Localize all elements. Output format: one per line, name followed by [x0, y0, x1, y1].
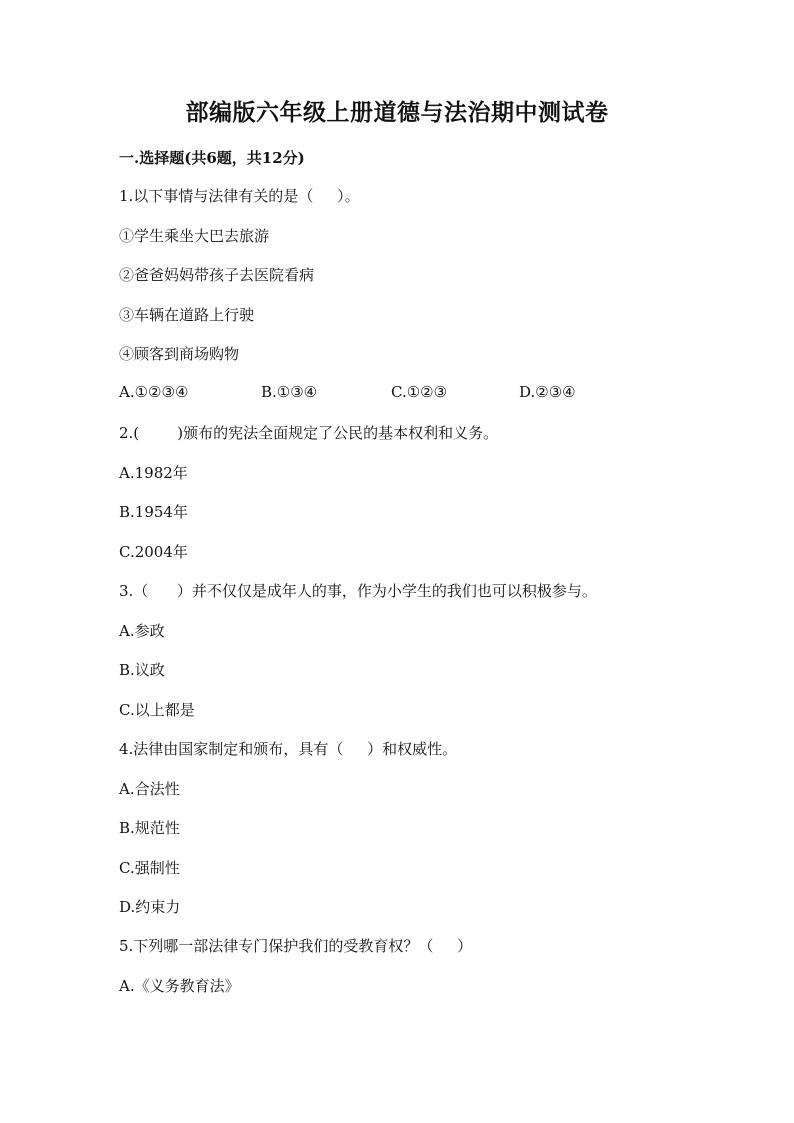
question-4-option-b: B.规范性	[119, 819, 180, 837]
question-1-item-4: ④顾客到商场购物	[119, 345, 240, 363]
question-4-stem: 4.法律由国家制定和颁布，具有（ ）和权威性。	[119, 740, 458, 758]
question-1-option-d: D.②③④	[519, 383, 576, 401]
question-1-option-b: B.①③④	[261, 383, 318, 401]
question-2-option-a: A.1982年	[119, 464, 188, 482]
question-2-option-c: C.2004年	[119, 543, 188, 561]
question-3-option-a: A.参政	[119, 622, 165, 640]
question-4-option-d: D.约束力	[119, 898, 181, 916]
question-1-item-1: ①学生乘坐大巴去旅游	[119, 227, 270, 245]
question-3-option-c: C.以上都是	[119, 701, 195, 719]
question-1-item-2: ②爸爸妈妈带孩子去医院看病	[119, 266, 315, 284]
question-1-item-3: ③车辆在道路上行驶	[119, 306, 255, 324]
question-3-stem: 3.（ ）并不仅仅是成年人的事，作为小学生的我们也可以积极参与。	[119, 582, 597, 600]
question-2-stem: 2.( )颁布的宪法全面规定了公民的基本权利和义务。	[119, 424, 499, 442]
question-5-option-a: A.《义务教育法》	[119, 977, 240, 995]
page-title: 部编版六年级上册道德与法治期中测试卷	[185, 99, 609, 126]
section-heading: 一.选择题(共6题，共12分)	[119, 149, 305, 167]
question-1-options	[119, 383, 719, 405]
question-4-option-c: C.强制性	[119, 859, 180, 877]
question-1-option-c: C.①②③	[391, 383, 448, 401]
question-1-option-a: A.①②③④	[119, 383, 189, 401]
question-5-stem: 5.下列哪一部法律专门保护我们的受教育权？（ ）	[119, 937, 473, 955]
question-2-option-b: B.1954年	[119, 503, 188, 521]
question-4-option-a: A.合法性	[119, 780, 180, 798]
question-3-option-b: B.议政	[119, 661, 165, 679]
question-1-stem: 1.以下事情与法律有关的是（ ）。	[119, 187, 360, 205]
